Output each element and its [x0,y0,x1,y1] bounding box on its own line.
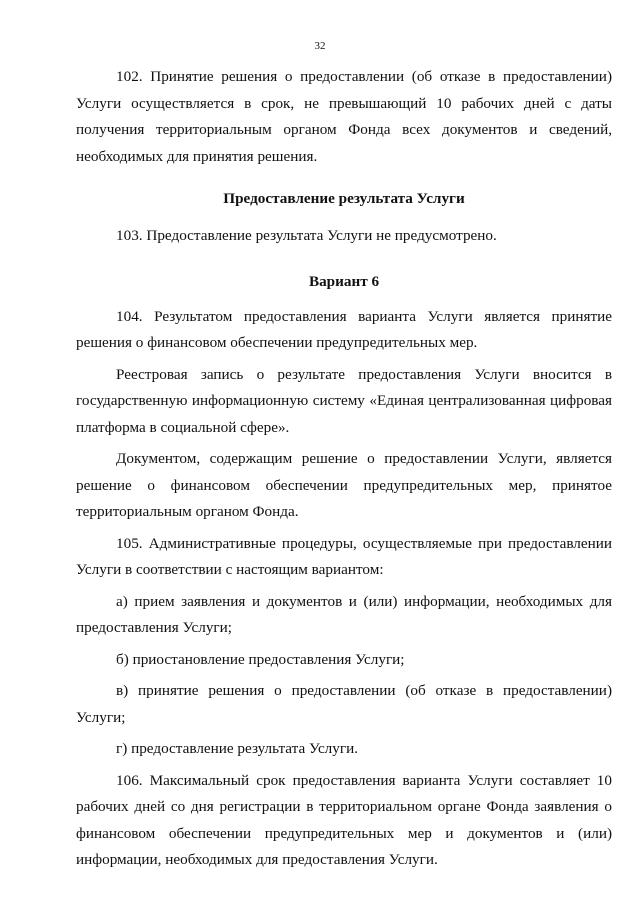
paragraph-104: 104. Результатом предоставления варианта Услуги является принятие решения о финансовом обеспечении предупредительных мер. [76,307,612,351]
section-heading-variant-6: Вариант 6 [308,273,380,290]
paragraph-103: 103. Предоставление результата Услуги не предусмотрено. [116,226,497,244]
list-item-v: в) принятие решения о предоставлении (об отказе в предоставлении) Услуги; [76,682,612,726]
paragraph-102: 102. Принятие решения о предоставлении (об отказе в предоставлении) Услуги осуществляется в срок, не превышающий 10 рабочих дней с даты получения территориальным органом Фонда всех документов и сведений, необходимых для принятия решения. [76,68,612,165]
list-item-a: а) прием заявления и документов и (или) информации, необходимых для предоставления Услуги; [76,592,612,636]
paragraph-106: 106. Максимальный срок предоставления варианта Услуги составляет 10 рабочих дней со дня регистрации в территориальном органе Фонда заявления о финансовом обеспечении предупредительных мер и документов и (или) информации, необходимых для предоставления Услуги. [76,771,612,868]
page-number: 32 [314,40,326,52]
paragraph-105: 105. Административные процедуры, осуществляемые при предоставлении Услуги в соответствии с настоящим вариантом: [76,534,612,578]
list-item-g: г) предоставление результата Услуги. [116,740,359,757]
document-body [76,64,612,874]
list-item-b: б) приостановление предоставления Услуги; [116,650,405,668]
section-heading-result: Предоставление результата Услуги [223,190,465,207]
paragraph-registry-record: Реестровая запись о результате предоставления Услуги вносится в государственную информационную систему «Единая централизованная цифровая платформа в социальной сфере». [76,365,612,436]
paragraph-decision-document: Документом, содержащим решение о предоставлении Услуги, является решение о финансовом обеспечении предупредительных мер, принятое территориальным органом Фонда. [76,450,612,520]
